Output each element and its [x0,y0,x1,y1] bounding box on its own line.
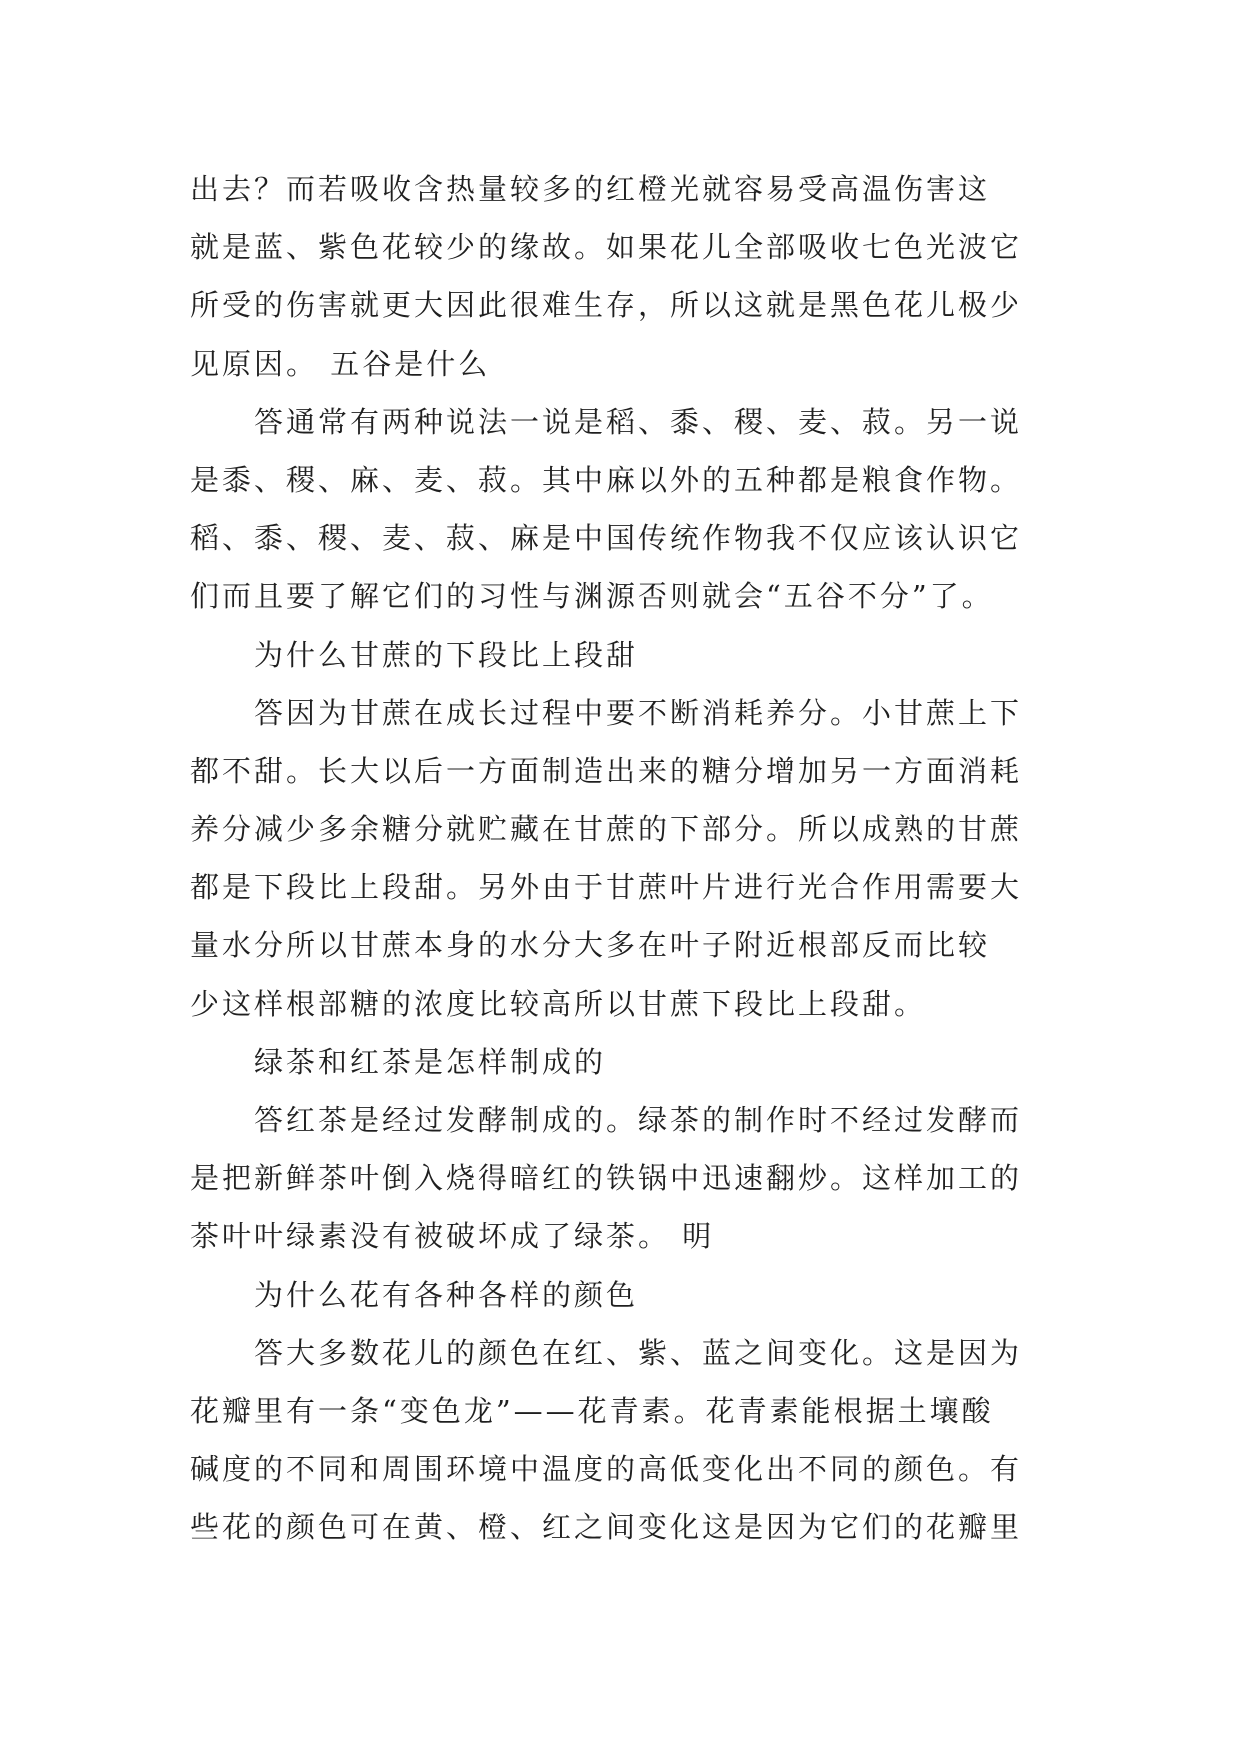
section-heading: 绿茶和红茶是怎样制成的 [254,1044,607,1079]
text-line: 些花的颜色可在黄、橙、红之间变化这是因为它们的花瓣里 [190,1510,1023,1545]
text-line: 们而且要了解它们的习性与渊源否则就会“五谷不分”了。 [190,579,994,614]
text-line: 稻、黍、稷、麦、菽、麻是中国传统作物我不仅应该认识它 [190,521,1023,556]
text-line: 答红茶是经过发酵制成的。绿茶的制作时不经过发酵而 [254,1103,1023,1137]
text-line: 量水分所以甘蔗本身的水分大多在叶子附近根部反而比较 [190,928,991,963]
text-line: 是把新鲜茶叶倒入烧得暗红的铁锅中迅速翻炒。这样加工的 [190,1161,1023,1196]
text-line: 养分减少多余糖分就贮藏在甘蔗的下部分。所以成熟的甘蔗 [190,812,1023,847]
text-line: 出去？而若吸收含热量较多的红橙光就容易受高温伤害这 [190,172,991,206]
text-line: 答大多数花儿的颜色在红、紫、蓝之间变化。这是因为 [254,1335,1023,1370]
body-text [190,160,1070,1557]
text-line: 答通常有两种说法一说是稻、黍、稷、麦、菽。另一说 [254,404,1023,439]
text-line: 见原因。 五谷是什么 [190,346,491,381]
text-line: 答因为甘蔗在成长过程中要不断消耗养分。小甘蔗上下 [254,695,1023,730]
text-line: 花瓣里有一条“变色龙”——花青素。花青素能根据土壤酸 [190,1393,994,1428]
text-line: 是黍、稷、麻、麦、菽。其中麻以外的五种都是粮食作物。 [190,462,1023,497]
text-line: 茶叶叶绿素没有被破坏成了绿茶。 明 [190,1219,715,1254]
text-line: 碱度的不同和周围环境中温度的高低变化出不同的颜色。有 [190,1452,1023,1487]
text-line: 就是蓝、紫色花较少的缘故。如果花儿全部吸收七色光波它 [190,230,1023,265]
text-line: 所受的伤害就更大因此很难生存，所以这就是黑色花儿极少 [190,288,1023,323]
text-line: 少这样根部糖的浓度比较高所以甘蔗下段比上段甜。 [190,986,927,1021]
section-heading: 为什么甘蔗的下段比上段甜 [254,637,639,672]
section-heading: 为什么花有各种各样的颜色 [254,1277,639,1312]
text-line: 都不甜。长大以后一方面制造出来的糖分增加另一方面消耗 [190,753,1023,788]
text-line: 都是下段比上段甜。另外由于甘蔗叶片进行光合作用需要大 [190,870,1023,905]
